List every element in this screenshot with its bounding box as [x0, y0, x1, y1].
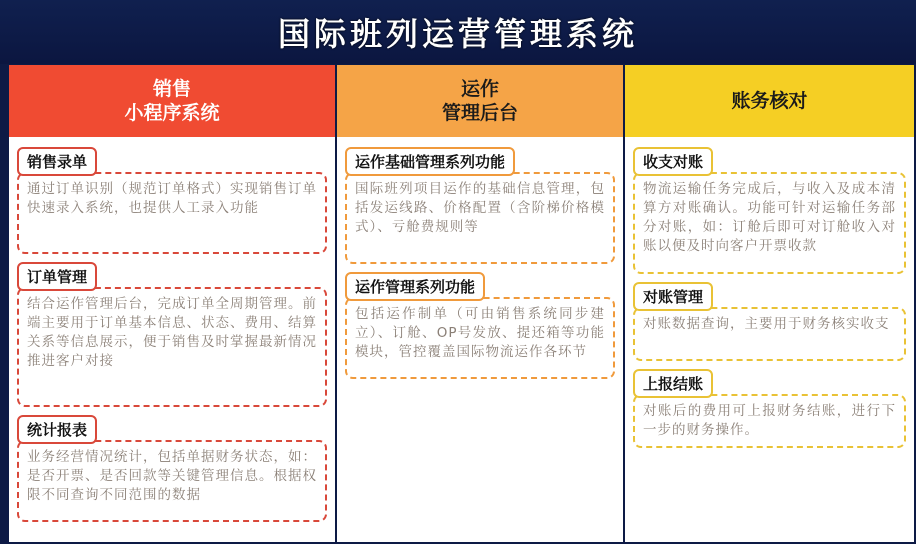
column-header-accounting-line1: 账务核对 [731, 90, 808, 112]
section-desc-reconciliation-management: 对账数据查询，主要用于财务核实收支 [633, 307, 906, 361]
section-desc-sales-entry: 通过订单识别（规范订单格式）实现销售订单快速录入系统，也提供人工录入功能 [17, 172, 327, 254]
section-desc-report-settlement: 对账后的费用可上报财务结账，进行下一步的财务操作。 [633, 394, 906, 448]
column-header-ops-line1: 运作 [460, 78, 499, 100]
section-desc-reconciliation: 物流运输任务完成后，与收入及成本清算方对账确认。功能可针对运输任务部分对账，如：订舱后即可对订舱收入对账以便及时向客户开票收款 [633, 172, 906, 274]
column-header-sales-line1: 销售 [152, 78, 191, 100]
column-body-ops [337, 137, 623, 542]
system-grid [9, 65, 914, 542]
section-label-ops-basic: 运作基础管理系列功能 [345, 147, 515, 176]
column-body-accounting [625, 137, 914, 542]
column-header-ops-line2: 管理后台 [441, 102, 518, 124]
section-label-report-settlement: 上报结账 [633, 369, 713, 398]
section-label-sales-entry: 销售录单 [17, 147, 97, 176]
section-label-ops-management: 运作管理系列功能 [345, 272, 485, 301]
column-header-ops [337, 65, 623, 137]
column-body-sales [9, 137, 335, 542]
column-sales [9, 65, 335, 542]
section-label-order-management: 订单管理 [17, 262, 97, 291]
column-accounting [625, 65, 914, 542]
section-label-statistics-report: 统计报表 [17, 415, 97, 444]
column-ops [337, 65, 623, 542]
title-bar [0, 0, 916, 64]
section-desc-statistics-report: 业务经营情况统计，包括单据财务状态，如：是否开票、是否回款等关键管理信息。根据权限不同查询不同范围的数据 [17, 440, 327, 522]
section-label-reconciliation: 收支对账 [633, 147, 713, 176]
page-title: 国际班列运营管理系统 [277, 15, 638, 53]
section-desc-order-management: 结合运作管理后台，完成订单全周期管理。前端主要用于订单基本信息、状态、费用、结算关系等信息展示，便于销售及时掌握最新情况推进客户对接 [17, 287, 327, 407]
section-label-reconciliation-management: 对账管理 [633, 282, 713, 311]
column-header-sales-line2: 小程序系统 [124, 102, 220, 124]
column-header-accounting [625, 65, 914, 137]
section-desc-ops-basic: 国际班列项目运作的基础信息管理，包括发运线路、价格配置（含阶梯价格模式）、亏舱费规则等 [345, 172, 615, 264]
column-header-sales [9, 65, 335, 137]
section-desc-ops-management: 包括运作制单（可由销售系统同步建立）、订舱、OP号发放、提还箱等功能模块，管控覆盖国际物流运作各环节 [345, 297, 615, 379]
